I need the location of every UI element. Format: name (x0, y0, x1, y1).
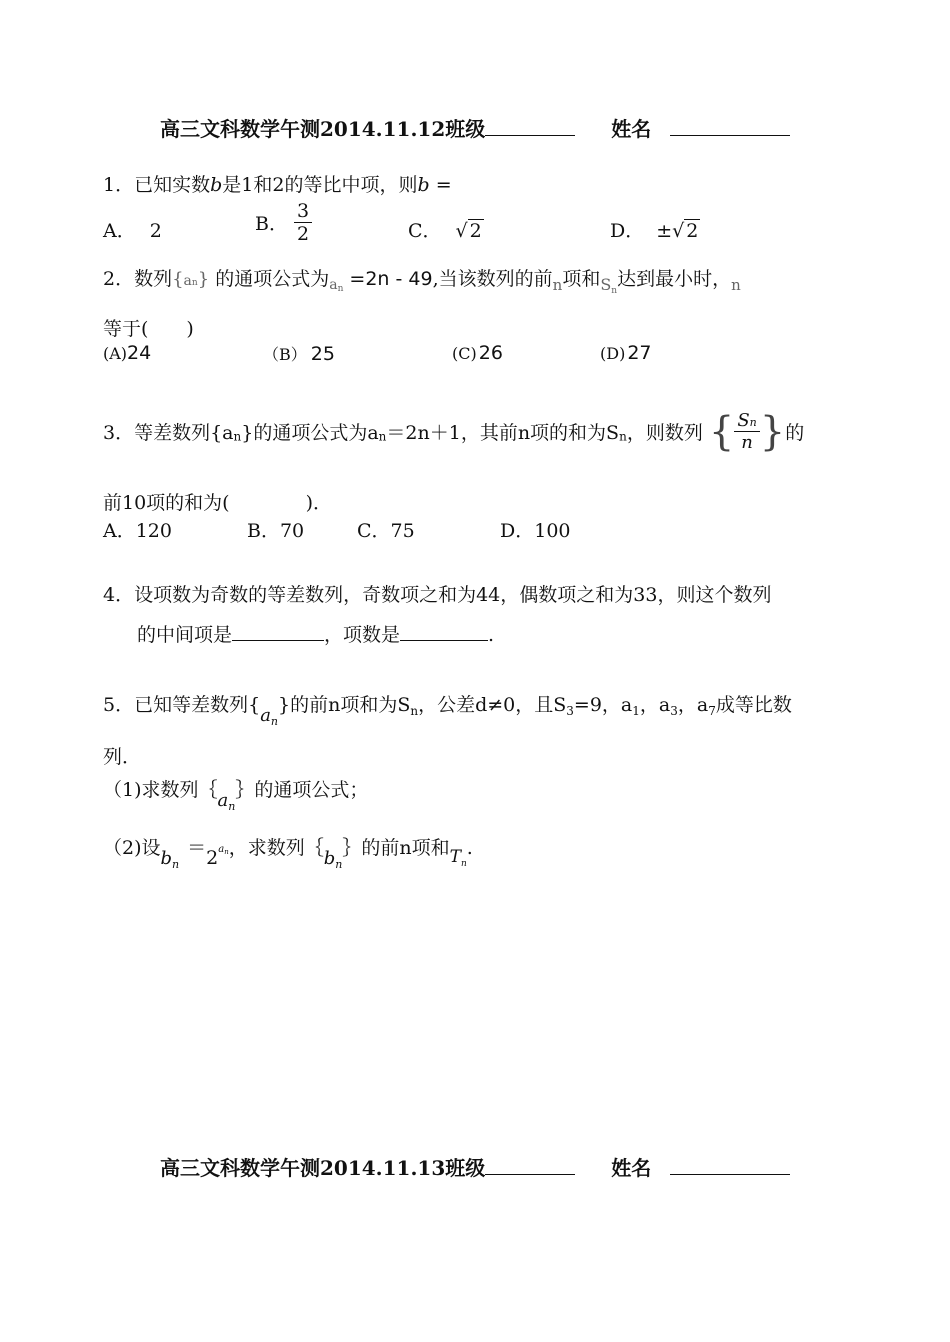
q2-option-a-label: (A) (103, 344, 128, 363)
q1-option-a (103, 216, 162, 243)
q2-option-d-label: (D) (600, 344, 626, 363)
question-5 (103, 690, 792, 728)
q1-option-b-fraction (294, 200, 312, 245)
q2-n-2: n (731, 276, 741, 294)
q5-sub-3: 3 (566, 704, 574, 718)
q2-S-sub: n (611, 286, 618, 296)
q5-text-3: ，公差d≠0，且S (418, 694, 567, 716)
q3-option-c (357, 516, 415, 543)
q1-option-c-label: C． (408, 220, 442, 242)
q5-text-6: ，a (677, 694, 709, 716)
q3-text-5: 的 (785, 422, 805, 444)
q5-part-1 (103, 775, 368, 813)
q5-line-2 (103, 742, 141, 769)
q3-sub-2: n (378, 429, 387, 444)
q2-seq-sub: n (191, 278, 198, 288)
q2-formula-sub: n (337, 284, 344, 294)
fraction-num-sub: n (749, 416, 757, 429)
q2-option-a-value: 24 (127, 342, 152, 364)
q5-part-2-eq: ＝ (187, 837, 207, 859)
q5-part-2-end: . (466, 837, 473, 859)
plus-minus-symbol: ± (656, 220, 673, 242)
q5-part-2-exp: a (218, 844, 225, 855)
q1-option-c (408, 216, 484, 243)
q5-text: 5．已知等差数列{ (103, 694, 261, 716)
q2-option-a (103, 342, 151, 364)
q1-one: 1 (241, 174, 254, 196)
q3-line-2 (103, 488, 332, 515)
q3-option-a (103, 516, 172, 543)
brace-right: } (197, 269, 210, 290)
q3-text: 3．等差数列{a (103, 422, 234, 444)
q5-a-sub: n (270, 715, 279, 728)
q2-S: S (600, 275, 612, 294)
q4-line-2-text-2: ，项数是 (324, 624, 401, 646)
q2-text: 2．数列 (103, 268, 173, 290)
q5-sub-1: 1 (632, 704, 640, 718)
q4-line-1: 4．设项数为奇数的等差数列，奇数项之和为44，偶数项之和为33，则这个数列 (103, 584, 772, 606)
q4-line-2-text: 的中间项是 (137, 624, 233, 646)
q3-line-2-text: 前10项的和为( )． (103, 492, 333, 514)
q2-option-c-value: 26 (478, 342, 503, 364)
q5-part-1-sub: n (228, 800, 236, 813)
q3-option-d-text: D．100 (500, 520, 571, 542)
header-2-title: 高三文科数学午测2014.11.13班级 (160, 1156, 486, 1180)
q1-var-b-2: b (417, 174, 430, 196)
name-blank-2 (670, 1156, 790, 1175)
q2-text-3: ,当该数列的前 (432, 268, 553, 290)
q3-option-b-text: B．70 (247, 520, 305, 542)
q2-seq-var: a (183, 273, 192, 289)
q3-sub-1: n (233, 429, 242, 444)
q3-text-4: ，则数列 (626, 422, 703, 444)
q5-part-2-two: 2 (206, 847, 219, 869)
fraction-numerator: 3 (297, 200, 310, 222)
q5-part-2-text: （2)设 (103, 837, 161, 859)
answer-blank-2 (400, 622, 488, 641)
q1-var-b: b (210, 174, 223, 196)
question-1 (103, 170, 452, 197)
q5-text-5: ，a (639, 694, 671, 716)
q5-part-2-exp-sub: n (224, 848, 229, 856)
header-1 (160, 113, 790, 142)
q3-option-b (247, 516, 304, 543)
q2-n: n (552, 276, 563, 294)
q5-part-2-b-sub: n (172, 858, 180, 871)
q2-line-2 (103, 314, 194, 341)
q1-text: 1．已知实数 (103, 174, 211, 196)
q5-line-2-text: 列． (103, 746, 142, 768)
brace-left: { (172, 269, 184, 290)
q1-text-3: 和 (253, 174, 273, 196)
q1-text-2: 是 (222, 174, 242, 196)
header-1-title: 高三文科数学午测2014.11.12班级 (160, 117, 486, 141)
q3-option-a-text: A．120 (103, 520, 172, 542)
q4-line-2-end: . (488, 624, 495, 646)
q3-text-2: }的通项公式为a (241, 422, 379, 444)
answer-blank-1 (232, 622, 324, 641)
q5-sub-3b: 3 (670, 704, 678, 718)
q2-option-c-label: (C) (452, 344, 477, 363)
q5-part-2 (103, 833, 473, 871)
q2-text-2: 的通项公式为 (215, 268, 330, 290)
q5-part-2-text-2: ，求数列｛ (228, 837, 324, 859)
q1-text-end: = (429, 174, 452, 196)
q2-option-c (452, 342, 503, 364)
q5-sub-n: n (410, 704, 419, 718)
header-2-name-label: 姓名 (611, 1156, 652, 1180)
sqrt-symbol-2: √ 2 (672, 220, 699, 242)
q1-option-d-value: 2 (686, 220, 699, 242)
fraction-num-var: S (737, 410, 750, 431)
class-blank-2 (485, 1156, 575, 1175)
q5-text-4: =9，a (573, 694, 633, 716)
sqrt-symbol: √ 2 (455, 220, 482, 242)
fraction-numerator (734, 410, 759, 431)
q5-a-var: a (260, 705, 271, 726)
q5-part-2-T-sub: n (460, 859, 467, 869)
name-blank (670, 117, 790, 136)
q3-sub-3: n (619, 429, 627, 444)
q1-two: 2 (272, 174, 285, 196)
q5-sub-7: 7 (708, 704, 716, 718)
q5-part-1-text: （1)求数列｛ (103, 779, 218, 801)
q5-part-2-text-3: ｝的前n项和 (342, 837, 450, 859)
q2-text-5: 达到最小时， (617, 268, 732, 290)
fraction-denominator: n (741, 432, 753, 453)
q1-option-c-value: 2 (469, 220, 482, 242)
question-4 (103, 580, 771, 607)
q3-text-3: ＝2n＋1，其前n项的和为S (386, 422, 620, 444)
brace-left: { (708, 408, 735, 455)
q3-option-d (500, 516, 571, 543)
q2-text-4: 项和 (562, 268, 601, 290)
q1-text-4: 的等比中项，则 (284, 174, 418, 196)
q2-option-d-value: 27 (627, 342, 652, 364)
q5-part-1-var: a (217, 790, 229, 811)
q1-option-d-label: D． (610, 220, 645, 242)
q1-option-d (610, 216, 700, 243)
q2-option-d (600, 342, 652, 364)
q2-line-2-text: 等于( ) (103, 318, 194, 340)
q2-formula-rhs: =2n - 49 (349, 268, 433, 290)
q5-part-2-T: T (449, 847, 461, 867)
q2-option-b-label: （B） (263, 345, 307, 364)
q2-formula-var: a (329, 277, 338, 293)
q5-part-2-b: b (160, 848, 173, 869)
fraction-denominator: 2 (297, 223, 310, 245)
q1-option-a-label: A． (103, 220, 136, 242)
q5-part-2-b-2: b (323, 848, 336, 869)
question-2 (103, 264, 741, 296)
class-blank (485, 117, 575, 136)
question-3 (103, 410, 804, 453)
brace-right: } (759, 408, 786, 455)
q5-part-2-b-2-sub: n (335, 858, 343, 871)
q3-option-c-text: C．75 (357, 520, 415, 542)
q5-text-2: }的前n项和为S (278, 694, 411, 716)
q5-text-end: 成等比数 (715, 694, 792, 716)
q3-fraction (734, 410, 759, 453)
q4-line-2 (137, 620, 494, 647)
q5-part-1-end: ｝的通项公式； (235, 779, 369, 801)
header-2 (160, 1152, 790, 1181)
q2-option-b (263, 342, 335, 365)
q1-option-b-label: B． (255, 213, 288, 235)
q1-option-a-value: 2 (149, 220, 162, 242)
q1-option-b (255, 200, 312, 245)
header-1-name-label: 姓名 (611, 117, 652, 141)
q2-option-b-value: 25 (310, 343, 335, 365)
